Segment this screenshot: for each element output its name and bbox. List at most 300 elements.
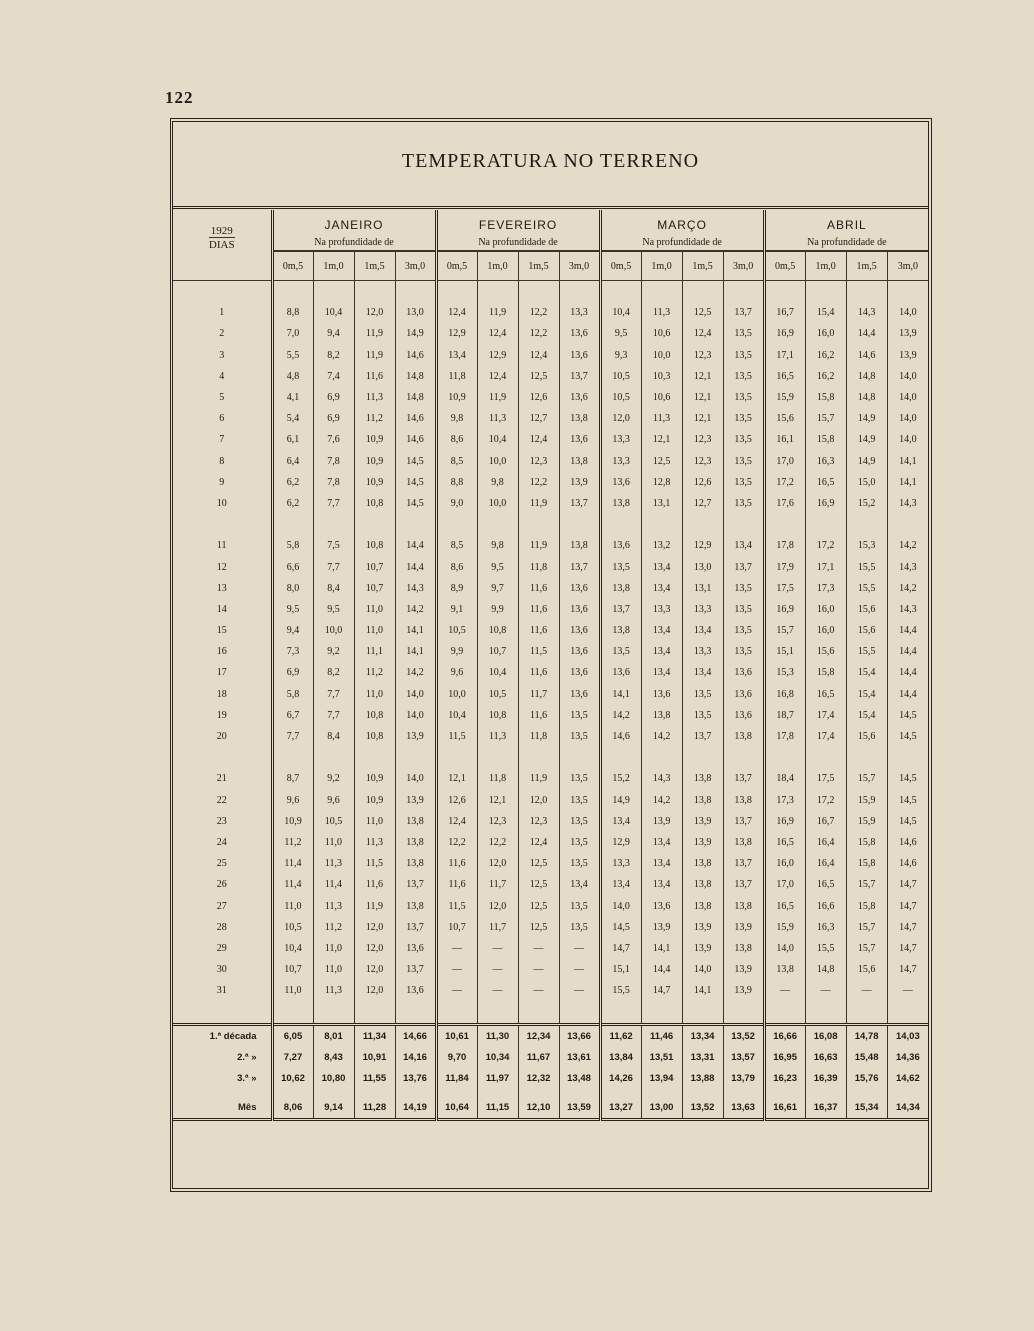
temperature-cell: 13,8 [559,408,600,429]
summary-cell: 9,14 [313,1097,354,1120]
temperature-cell: 14,2 [641,726,682,747]
temperature-cell: 10,4 [477,662,518,683]
temperature-cell: 11,4 [313,874,354,895]
temperature-cell: 12,3 [682,429,723,450]
temperature-cell: 11,0 [272,980,313,1001]
summary-cell: 11,55 [354,1068,395,1089]
summary-cell: 10,61 [436,1024,477,1047]
temperature-cell: 6,9 [313,387,354,408]
temperature-cell: 11,8 [477,768,518,789]
temperature-cell: 13,8 [723,895,764,916]
temperature-cell: 13,9 [682,917,723,938]
temperature-cell: 9,8 [477,535,518,556]
temperature-cell: 10,8 [354,705,395,726]
temperature-cell: 11,0 [354,684,395,705]
summary-cell: 6,05 [272,1024,313,1047]
table-row [173,345,928,366]
page-title: TEMPERATURA NO TERRENO [401,150,700,172]
temperature-cell: 16,5 [764,895,805,916]
temperature-cell: 11,9 [518,768,559,789]
temperature-cell: 14,4 [887,684,928,705]
temperature-cell: 12,0 [477,853,518,874]
temperature-cell: 11,4 [272,874,313,895]
temperature-cell: 14,3 [887,493,928,514]
temperature-cell: 11,9 [354,323,395,344]
table-row [173,853,928,874]
temperature-cell: 13,8 [395,811,436,832]
temperature-cell: 13,5 [723,408,764,429]
temperature-cell: 10,8 [477,705,518,726]
temperature-cell: 12,0 [354,938,395,959]
temperature-cell: 12,7 [682,493,723,514]
day-cell: 30 [216,964,227,976]
temperature-cell: 15,7 [846,768,887,789]
temperature-cell: 14,5 [395,493,436,514]
day-cell: 23 [216,815,227,827]
temperature-cell: 13,8 [600,493,641,514]
summary-cell: 10,62 [272,1068,313,1089]
temperature-cell: 14,2 [395,662,436,683]
temperature-cell: — [887,980,928,1001]
temperature-cell: 13,7 [600,599,641,620]
temperature-cell: 12,0 [600,408,641,429]
temperature-cell: 9,8 [477,472,518,493]
temperature-cell: 13,7 [395,874,436,895]
temperature-cell: 15,7 [846,917,887,938]
table-row [173,578,928,599]
temperature-cell: 13,4 [436,345,477,366]
temperature-cell: 14,4 [641,959,682,980]
table-row [173,556,928,577]
temperature-cell: 9,9 [436,641,477,662]
temperature-cell: 15,8 [846,832,887,853]
temperature-cell: 11,2 [354,662,395,683]
temperature-cell: 6,6 [272,556,313,577]
summary-cell: 14,62 [887,1068,928,1089]
temperature-cell: 14,5 [887,790,928,811]
summary-cell: 14,66 [395,1024,436,1047]
summary-cell: 11,62 [600,1024,641,1047]
table-row [173,387,928,408]
temperature-cell: 14,6 [395,345,436,366]
temperature-cell: 12,2 [518,323,559,344]
temperature-cell: 7,0 [272,323,313,344]
summary-cell: 12,32 [518,1068,559,1089]
temperature-cell: 17,2 [805,535,846,556]
temperature-cell: 17,3 [805,578,846,599]
temperature-cell: 12,8 [641,472,682,493]
temperature-cell: 13,4 [641,578,682,599]
temperature-cell: 11,3 [313,853,354,874]
temperature-cell: 10,4 [313,302,354,323]
temperature-cell: 16,8 [764,684,805,705]
temperature-cell: 16,2 [805,345,846,366]
temperature-cell: 9,5 [313,599,354,620]
temperature-cell: 10,5 [436,620,477,641]
depth-header: 1m,5 [354,251,395,281]
temperature-cell: 15,2 [846,493,887,514]
day-cell: 13 [216,582,227,594]
temperature-cell: 12,9 [682,535,723,556]
temperature-cell: 14,6 [887,853,928,874]
temperature-cell: 17,8 [764,535,805,556]
temperature-cell: 15,5 [600,980,641,1001]
summary-cell: 13,79 [723,1068,764,1089]
summary-cell: 12,34 [518,1024,559,1047]
summary-cell: 14,16 [395,1047,436,1068]
temperature-cell: 14,6 [395,429,436,450]
temperature-cell: 14,5 [887,705,928,726]
table-row [173,323,928,344]
temperature-cell: 11,9 [354,345,395,366]
summary-cell: 14,34 [887,1097,928,1120]
temperature-cell: 16,4 [805,832,846,853]
temperature-cell: 16,6 [805,895,846,916]
temperature-cell: 14,4 [887,662,928,683]
temperature-cell: 14,8 [805,959,846,980]
temperature-cell: 17,6 [764,493,805,514]
temperature-cell: 7,7 [313,684,354,705]
temperature-cell: 14,5 [887,811,928,832]
depth-header: 3m,0 [395,251,436,281]
temperature-cell: 9,6 [436,662,477,683]
temperature-cell: 12,5 [518,917,559,938]
temperature-cell: 15,5 [846,578,887,599]
depth-header: 0m,5 [436,251,477,281]
temperature-cell: 13,4 [641,620,682,641]
temperature-cell: 5,5 [272,345,313,366]
temperature-cell: 13,4 [641,853,682,874]
temperature-cell: 14,3 [887,599,928,620]
depth-header: 0m,5 [764,251,805,281]
temperature-cell: 9,3 [600,345,641,366]
table-row [173,451,928,472]
temperature-cell: 6,2 [272,493,313,514]
temperature-cell: 14,2 [641,790,682,811]
temperature-cell: 9,4 [272,620,313,641]
temperature-cell: 14,5 [887,726,928,747]
temperature-cell: 13,5 [682,684,723,705]
table-row [173,768,928,789]
temperature-cell: 11,0 [354,599,395,620]
temperature-cell: 7,5 [313,535,354,556]
temperature-cell: 15,0 [846,472,887,493]
temperature-cell: 13,7 [395,959,436,980]
summary-cell: 15,34 [846,1097,887,1120]
temperature-cell: 14,2 [395,599,436,620]
temperature-cell: 14,0 [395,768,436,789]
temperature-cell: 13,8 [395,832,436,853]
temperature-cell: 17,5 [764,578,805,599]
temperature-cell: 13,5 [600,556,641,577]
summary-row [173,1068,928,1089]
temperature-cell: 13,5 [723,451,764,472]
temperature-cell: 12,3 [518,451,559,472]
temperature-cell: 14,1 [395,641,436,662]
temperature-cell: 13,5 [559,726,600,747]
summary-cell: 14,26 [600,1068,641,1089]
temperature-cell: 11,3 [354,387,395,408]
summary-cell: 13,52 [723,1024,764,1047]
temperature-cell: 15,7 [846,938,887,959]
temperature-cell: 9,1 [436,599,477,620]
temperature-cell: 15,4 [805,302,846,323]
temperature-cell: — [846,980,887,1001]
summary-cell: 14,78 [846,1024,887,1047]
temperature-cell: 10,8 [354,535,395,556]
temperature-cell: 6,7 [272,705,313,726]
temperature-cell: 17,4 [805,726,846,747]
temperature-cell: 10,7 [354,578,395,599]
summary-cell: 13,66 [559,1024,600,1047]
temperature-cell: 11,5 [518,641,559,662]
depth-header: 1m,0 [805,251,846,281]
temperature-cell: 14,3 [395,578,436,599]
temperature-cell: 17,3 [764,790,805,811]
depth-header-blank [173,251,272,281]
summary-cell: 13,48 [559,1068,600,1089]
temperature-cell: 15,9 [764,387,805,408]
day-cell: 4 [219,370,225,382]
temperature-cell: 13,3 [600,451,641,472]
temperature-cell: 14,8 [395,366,436,387]
temperature-cell: 17,1 [805,556,846,577]
table-row [173,366,928,387]
summary-cell: 11,34 [354,1024,395,1047]
temperature-cell: 13,7 [723,874,764,895]
page-number: 122 [165,88,194,107]
title-divider [173,206,928,209]
temperature-cell: — [764,980,805,1001]
month-header-fevereiro: FEVEREIRO [436,210,600,234]
depth-header: 1m,5 [682,251,723,281]
day-cell: 29 [216,942,227,954]
temperature-cell: 14,4 [395,535,436,556]
table-row [173,429,928,450]
temperature-cell: 14,1 [641,938,682,959]
temperature-cell: 12,4 [436,811,477,832]
temperature-cell: 15,9 [846,790,887,811]
temperature-cell: 13,6 [723,705,764,726]
temperature-cell: 13,3 [600,853,641,874]
temperature-cell: 13,5 [559,895,600,916]
temperature-cell: 13,4 [641,556,682,577]
temperature-cell: 14,8 [846,387,887,408]
temperature-cell: 11,0 [354,811,395,832]
summary-cell: 11,15 [477,1097,518,1120]
temperature-cell: 14,0 [887,408,928,429]
temperature-cell: 13,7 [682,726,723,747]
temperature-cell: 14,0 [395,684,436,705]
temperature-cell: 12,7 [518,408,559,429]
summary-label: 3.ª » [237,1073,257,1085]
temperature-cell: 11,9 [518,535,559,556]
temperature-cell: 12,4 [682,323,723,344]
temperature-cell: 12,5 [518,895,559,916]
temperature-cell: 11,3 [477,726,518,747]
temperature-cell: 12,3 [682,451,723,472]
temperature-cell: 7,8 [313,451,354,472]
temperature-cell: 11,0 [272,895,313,916]
temperature-cell: 16,7 [764,302,805,323]
temperature-cell: 6,1 [272,429,313,450]
temperature-cell: 13,0 [682,556,723,577]
temperature-cell: 12,4 [436,302,477,323]
temperature-cell: 8,8 [436,472,477,493]
temperature-cell: 13,4 [641,641,682,662]
temperature-cell: 13,6 [395,980,436,1001]
temperature-cell: 14,3 [846,302,887,323]
temperature-cell: 10,5 [272,917,313,938]
temperature-cell: 7,7 [313,705,354,726]
depth-subtitle: Na profundidade de [764,234,928,251]
temperature-cell: 12,5 [641,451,682,472]
temperature-cell: 11,4 [272,853,313,874]
temperature-cell: 13,8 [682,895,723,916]
temperature-cell: 11,7 [518,684,559,705]
temperature-cell: 15,8 [805,387,846,408]
temperature-cell: 13,7 [723,811,764,832]
temperature-cell: 13,8 [559,451,600,472]
table-row [173,535,928,556]
summary-cell: 13,63 [723,1097,764,1120]
temperature-cell: 14,4 [887,641,928,662]
temperature-cell: 16,5 [805,472,846,493]
table-row [173,726,928,747]
temperature-cell: 15,1 [600,959,641,980]
temperature-cell: 14,7 [887,895,928,916]
temperature-cell: 13,8 [600,620,641,641]
temperature-cell: 10,8 [354,726,395,747]
month-header-janeiro: JANEIRO [272,210,436,234]
day-cell: 31 [216,985,227,997]
table-row [173,599,928,620]
temperature-cell: 13,5 [723,366,764,387]
temperature-cell: 8,6 [436,429,477,450]
temperature-cell: 10,9 [354,429,395,450]
temperature-cell: 11,6 [518,599,559,620]
temperature-cell: 9,7 [477,578,518,599]
temperature-cell: 14,0 [887,429,928,450]
temperature-cell: 9,4 [313,323,354,344]
table-row [173,472,928,493]
temperature-cell: 10,5 [477,684,518,705]
temperature-cell: 13,2 [641,535,682,556]
temperature-cell: 13,8 [764,959,805,980]
summary-cell: 13,59 [559,1097,600,1120]
temperature-cell: 15,7 [805,408,846,429]
temperature-cell: 13,6 [600,472,641,493]
summary-cell: 8,01 [313,1024,354,1047]
temperature-cell: — [436,959,477,980]
temperature-cell: 8,5 [436,451,477,472]
temperature-cell: 11,3 [313,895,354,916]
summary-cell: 15,48 [846,1047,887,1068]
temperature-cell: 5,8 [272,684,313,705]
depth-header: 1m,5 [846,251,887,281]
temperature-cell: 10,8 [477,620,518,641]
temperature-cell: 17,5 [805,768,846,789]
temperature-cell: 13,9 [682,811,723,832]
temperature-cell: 16,2 [805,366,846,387]
temperature-cell: 13,7 [395,917,436,938]
temperature-cell: 14,7 [887,917,928,938]
temperature-cell: 10,6 [641,323,682,344]
temperature-cell: 4,8 [272,366,313,387]
temperature-cell: 13,5 [559,811,600,832]
table-row [173,895,928,916]
temperature-cell: 8,7 [272,768,313,789]
temperature-cell: 12,2 [518,472,559,493]
temperature-cell: 7,3 [272,641,313,662]
temperature-cell: 14,7 [887,938,928,959]
temperature-cell: 10,9 [354,790,395,811]
temperature-cell: 15,8 [846,895,887,916]
temperature-cell: 15,6 [764,408,805,429]
temperature-cell: 12,3 [518,811,559,832]
temperature-cell: 13,7 [723,556,764,577]
temperature-cell: 10,9 [354,768,395,789]
summary-cell: 16,37 [805,1097,846,1120]
temperature-cell: 13,9 [723,917,764,938]
depth-header: 1m,0 [477,251,518,281]
table-row [173,705,928,726]
temperature-cell: 14,6 [600,726,641,747]
temperature-cell: 14,3 [641,768,682,789]
temperature-cell: 18,7 [764,705,805,726]
day-cell: 24 [216,836,227,848]
year-label: 1929 [210,225,233,237]
temperature-cell: 13,8 [723,790,764,811]
temperature-cell: 13,6 [641,895,682,916]
summary-cell: 16,08 [805,1024,846,1047]
temperature-cell: 10,0 [641,345,682,366]
temperature-cell: 16,5 [805,684,846,705]
temperature-cell: 14,0 [395,705,436,726]
temperature-cell: 14,9 [846,451,887,472]
temperature-cell: 13,8 [723,938,764,959]
days-label: DIAS [208,239,235,251]
temperature-cell: 12,1 [477,790,518,811]
temperature-cell: 12,0 [354,917,395,938]
temperature-cell: 16,3 [805,451,846,472]
day-cell: 21 [216,773,227,785]
summary-label: 2.ª » [237,1051,257,1063]
temperature-cell: 14,0 [764,938,805,959]
temperature-cell: 13,4 [600,811,641,832]
temperature-cell: 13,5 [723,641,764,662]
temperature-cell: 13,3 [682,641,723,662]
temperature-cell: 10,0 [313,620,354,641]
table-row [173,874,928,895]
temperature-cell: 10,8 [354,493,395,514]
temperature-cell: 14,4 [846,323,887,344]
temperature-cell: 11,1 [354,641,395,662]
temperature-cell: 13,9 [887,345,928,366]
temperature-cell: 12,2 [436,832,477,853]
temperature-cell: 8,8 [272,302,313,323]
day-cell: 28 [216,921,227,933]
temperature-cell: 14,0 [682,959,723,980]
temperature-cell: 16,7 [805,811,846,832]
table-row [173,938,928,959]
temperature-cell: 8,6 [436,556,477,577]
temperature-cell: 13,6 [559,684,600,705]
temperature-cell: 12,4 [477,366,518,387]
temperature-cell: 13,5 [559,790,600,811]
temperature-cell: 11,3 [313,980,354,1001]
depth-subtitle: Na profundidade de [600,234,764,251]
